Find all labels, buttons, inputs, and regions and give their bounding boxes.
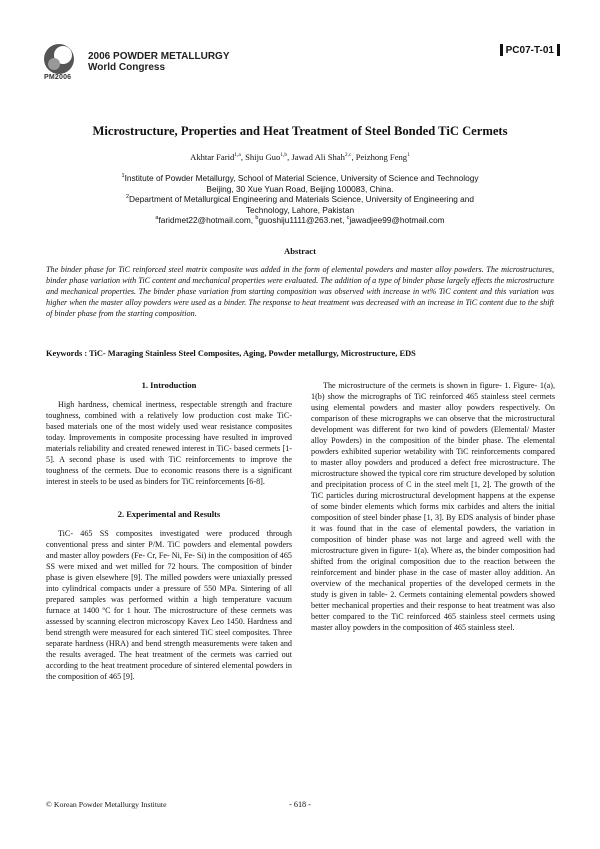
conference-name-line2: World Congress <box>88 62 166 73</box>
introduction-paragraph: High hardness, chemical inertness, respectable strength and fracture toughness, combined with a relatively low production cost make TiC- based materials one of the most widely used wear resistance composites today. Improvements in composite processing have resulted in improved materials reliability and created renewed interest in TiC- based cermets [1-5]. A second phase is used with TiC reinforcements to improve the toughness of the cermets. Due to economic reasons there is a significant interest in steels to be used as binders for TiC reinforcements [6-8]. <box>46 400 292 486</box>
email-sup: c <box>346 215 350 222</box>
author-sup: 1,b <box>280 152 288 159</box>
email-sup: b <box>255 215 259 222</box>
page-number: - 618 - <box>289 800 311 809</box>
author-name: Akhtar Farid <box>190 152 235 162</box>
author-sup: 1 <box>407 152 410 159</box>
author-list: Akhtar Farid$^{1,a}$, Shiju Guo$^{1,b}$, Jawad Ali Shah$^{2,c}$, Peizhong Feng$^1$ <box>190 152 410 162</box>
email-link[interactable]: faridmet22@hotmail.com, <box>158 215 256 226</box>
author-name: Peizhong Feng <box>355 152 408 162</box>
code-bar-right <box>557 44 560 56</box>
email-line <box>120 215 480 226</box>
email-sup: a <box>155 215 159 222</box>
affiliation-1 <box>120 173 480 194</box>
experimental-paragraph: TiC- 465 SS composites investigated were produced through conventional press and sinter P/M. TiC powders and elemental powders and master alloy powders (Fe- Cr, Fe- Ni, Fe- Si) in the composition of 465 SS were mixed and wet milled for 72 hours. The composition of binder phase is given elsewhere [9]. The milled powders were uniaxially pressed into cylindrical compacts under a pressure of 550 MPa. Sintering of all prepared samples was performed within a high temperature vacuum furnace at 1400 ºC for 1 hour. The microstructure of these cermets was assessed by scanning electron microscopy Kavex Leo 1450. Hardness and bend strength were measured for each sintered TiC steel composites. Three separate hardness (HRA) and bend strength measurements were taken and the results averaged. The heat treatment of the cermets was carried out according to the heat treatment procedure of sintered elemental powders in the composition of 465 [9]. <box>46 529 292 681</box>
results-paragraph: The microstructure of the cermets is shown in figure- 1. Figure- 1(a), 1(b) show the micrographs of TiC reinforced 465 stainless steel cermets using elemental powders and master alloy powders respectively. On comparison of these micrographs we can observe that the microstructural development was different for two kind of powders (Elemental/ Master alloy Powders) in the composition of the binder phase. The elemental powders exhibited superior wetability with TiC reinforcements compared to master alloy powders and produced a defect free microstructure. The microstructure showed the typical core rim structure developed by solution and precipitation process of C in the steel melt [1, 2]. The growth of the TiC particles during microstructural development happens at the expense of some binder elements which forms mix carbides and alters the initial composition of steel binder phase [1, 3]. By EDS analysis of binder phase it was found that in the case of elemental powders, the variation in composition of binder phase was not large and agreed well with the microstructure given in figure- 1(a). Where as, the binder composition had shifted from the original composition due to the reaction between the reinforcement and binder phase in the case of master alloy addition. An overview of the mechanical properties of the developed cermets in the study is given in table- 2. Cermets containing elemental powders showed better mechanical properties and their response to heat treatment was also better compared to the TiC reinforced 465 stainless steel cermets using master alloy powders in the composition of 465 stainless steel. <box>311 381 555 632</box>
author-sup: 2,c <box>344 152 352 159</box>
page-header <box>42 40 562 88</box>
paper-code-text: PC07-T-01 <box>505 44 554 56</box>
section-heading-introduction: 1. Introduction <box>141 380 197 390</box>
conference-name <box>88 51 230 73</box>
pm2006-logo-icon <box>42 42 76 76</box>
conference-name-line1: 2006 POWDER METALLURGY <box>88 51 230 62</box>
logo-year: PM2006 <box>44 74 72 81</box>
affiliation-text: Department of Metallurgical Engineering and Materials Science, University of Engineering and Technology, Lahore, Pakistan <box>129 194 475 215</box>
paper-title: Microstructure, Properties and Heat Treatment of Steel Bonded TiC Cermets <box>92 124 508 138</box>
affiliation-sup: 2 <box>125 194 130 201</box>
affiliations <box>120 173 480 226</box>
abstract-text: The binder phase for TiC reinforced steel matrix composite was added in the form of elemental powders and master alloy powders. The microstructures, binder phase variation with TiC content and mechanical properties were evaluated. The addition of a type of binder phase largely effects the microstructure and mechanical properties. The binder phase variation from starting composition was observed with increase in wt% TiC content and this variation was higher when the master alloy powders were used as a binder. The response to heat treatment was decreased with an increase in TiC content due to the shift of binder phase from the starting composition. <box>46 265 554 318</box>
email-link[interactable]: guoshiju1111@263.net, <box>258 215 347 226</box>
abstract-heading: Abstract <box>284 246 316 256</box>
author-name: Shiju Guo <box>245 152 281 162</box>
code-bar-left <box>500 44 503 56</box>
affiliation-2 <box>120 194 480 215</box>
author-sup: 1,a <box>234 152 241 159</box>
right-column <box>311 380 555 633</box>
affiliation-sup: 1 <box>121 173 125 180</box>
section-heading-experimental: 2. Experimental and Results <box>117 509 221 519</box>
email-link[interactable]: jawadjee99@hotmail.com <box>349 215 445 226</box>
footer-copyright: © Korean Powder Metallurgy Institute <box>46 800 167 809</box>
left-column <box>46 380 292 682</box>
keywords: Keywords : TiC- Maraging Stainless Steel Composites, Aging, Powder metallurgy, Microstructure, EDS <box>46 349 416 358</box>
author-name: Jawad Ali Shah <box>291 152 345 162</box>
paper-code <box>500 44 560 56</box>
affiliation-text: Institute of Powder Metallurgy, School of Material Science, University of Science and Technology Beijing, 30 Xue Yuan Road, Beijing 100083, China. <box>124 173 479 194</box>
